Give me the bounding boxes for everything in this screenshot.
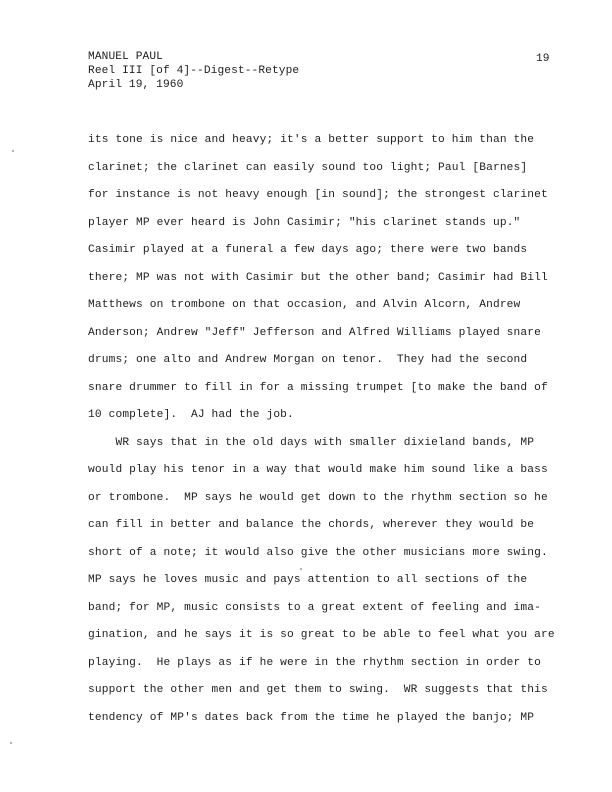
text-line: MP says he loves music and pays attention to all sections of the [88,574,528,586]
text-line: clarinet; the clarinet can easily sound too light; Paul [Barnes] [88,161,528,174]
scan-speck [10,742,12,744]
text-line: short of a note; it would also give the other musicians more swing. [88,546,548,559]
text-line: playing. He plays as if he were in the rhythm section in order to [88,656,541,669]
header-reel: Reel III [of 4]--Digest--Retype [88,65,300,77]
text-line: gination, and he says it is so great to be able to feel what you are [88,629,555,641]
text-line: or trombone. MP says he would get down to the rhythm section so he [88,491,548,504]
text-line: tendency of MP's dates back from the time he played the banjo; MP [88,711,535,724]
text-line: Matthews on trombone on that occasion, and Alvin Alcorn, Andrew [88,299,521,311]
text-line: for instance is not heavy enough [in sound]; the strongest clarinet [88,189,548,201]
scan-speck [300,568,302,570]
text-line: its tone is nice and heavy; it's a better support to him than the [88,134,535,146]
page-number: 19 [536,53,550,65]
text-line: there; MP was not with Casimir but the other band; Casimir had Bill [88,271,548,284]
header-name: MANUEL PAUL [88,51,163,63]
text-line: WR says that in the old days with smaller dixieland bands, MP [88,436,535,449]
text-line: band; for MP, music consists to a great extent of feeling and ima- [88,601,541,614]
text-line: 10 complete]. AJ had the job. [88,409,294,421]
text-line: drums; one alto and Andrew Morgan on tenor. They had the second [88,354,528,366]
text-line: Casimir played at a funeral a few days ago; there were two bands [88,244,528,256]
text-line: player MP ever heard is John Casimir; "his clarinet stands up." [88,216,521,229]
text-line: support the other men and get them to swing. WR suggests that this [88,684,548,696]
text-line: snare drummer to fill in for a missing trumpet [to make the band of [88,381,548,394]
scan-speck [12,150,14,152]
text-line: Anderson; Andrew "Jeff" Jefferson and Alfred Williams played snare [88,326,541,339]
page-header [88,50,299,92]
text-line: would play his tenor in a way that would make him sound like a bass [88,464,548,476]
text-line: can fill in better and balance the chords, wherever they would be [88,519,535,531]
header-date: April 19, 1960 [88,79,184,91]
